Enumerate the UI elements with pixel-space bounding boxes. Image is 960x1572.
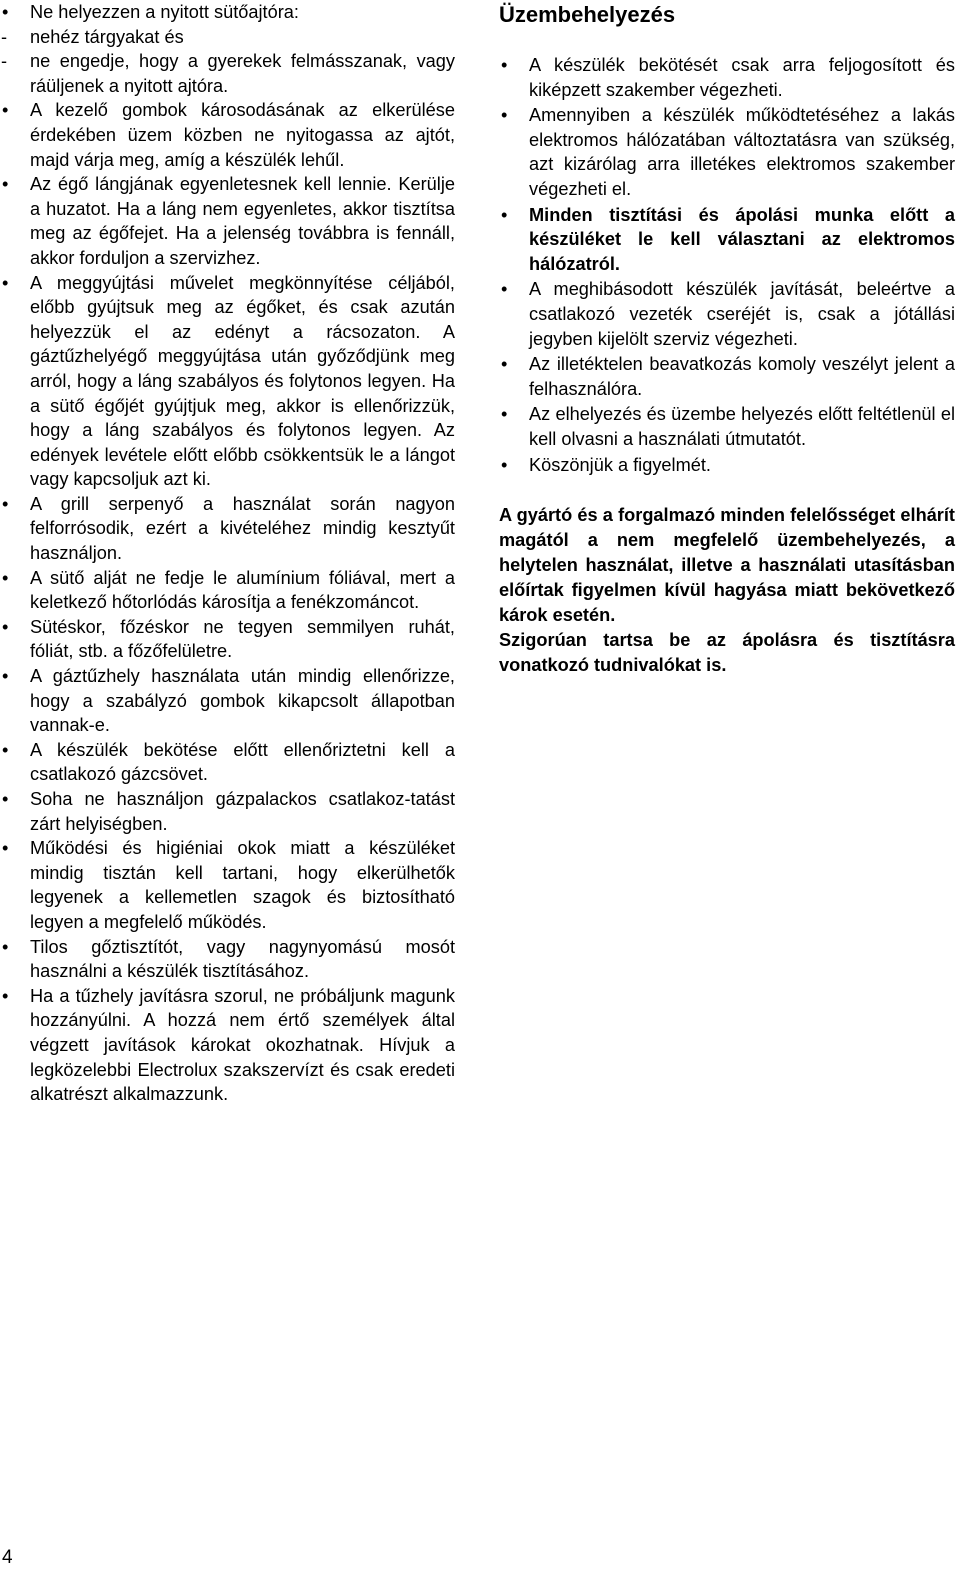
- list-item: • A gáztűzhely használata után mindig ellenőrizze, hogy a szabályzó gombok kikapcsolt állapotban vannak-e.: [0, 664, 455, 738]
- list-item: • A kezelő gombok károsodásának az elkerülése érdekében üzem közben ne nyitogassa az ajtót, majd várja meg, amíg a készülék lehűl.: [0, 98, 455, 172]
- bold-text: Minden tisztítási és ápolási munka előtt a készüléket le kell választani az elektromos hálózatról.: [529, 204, 955, 274]
- list-item: • Működési és higiéniai okok miatt a készüléket mindig tisztán kell tartani, hogy elkerülhetők legyenek a kellemetlen szagok és biztosítható legyen a megfelelő működés.: [0, 836, 455, 934]
- section-heading: Üzembehelyezés: [499, 2, 676, 27]
- list-item: • A grill serpenyő a használat során nagyon felforrósodik, ezért a kivételéhez mindig kesztyűt használjon.: [0, 492, 455, 566]
- list-item: • Ha a tűzhely javításra szorul, ne próbáljunk magunk hozzányúlni. A hozzá nem értő személyek által végzett javítások károkat okozhatnak. Hívjuk a legközelebbi Electrolux szakszervízt és csak eredeti alkatrészt alkalmazzunk.: [0, 984, 455, 1107]
- list-item: • A meggyújtási művelet megkönnyítése céljából, előbb gyújtsuk meg az égőket, és csak azután helyezzük el az edényt a rácsozaton. A gáztűzhelyégő meggyújtása után győződjünk meg arról, hogy a láng szabályos és folytonos legyen. Ha a sütő égőjét gyújtjuk meg, akkor is ellenőrizzük, hogy a láng szabályos és folytonos legyen. Az edények levétele előtt előbb csökkentsük le a lángot vagy kapcsoljuk azt ki.: [0, 271, 455, 492]
- list-item: • Amennyiben a készülék működtetéséhez a lakás elektromos hálózatában változtatásra van szükség, azt kizárólag arra illetékes elektromos szakember végezheti el.: [499, 103, 955, 201]
- list-item: • Köszönjük a figyelmét.: [499, 453, 955, 478]
- list-item: • Sütéskor, főzéskor ne tegyen semmilyen ruhát, fóliát, stb. a főzőfelületre.: [0, 615, 455, 664]
- page-number: 4: [2, 1547, 13, 1568]
- list-item: • Soha ne használjon gázpalackos csatlakoz-tatást zárt helyiségben.: [0, 787, 455, 836]
- right-column: [499, 0, 955, 678]
- care-note: Szigorúan tartsa be az ápolásra és tisztításra vonatkozó tudnivalókat is.: [499, 630, 955, 676]
- list-item: • Tilos gőztisztítót, vagy nagynyomású mosót használni a készülék tisztításához.: [0, 935, 455, 984]
- list-item: • A sütő alját ne fedje le alumínium fóliával, mert a keletkező hőtorlódás károsítja a fenékzománcot.: [0, 566, 455, 615]
- list-item: • A meghibásodott készülék javítását, beleértve a csatlakozó vezeték cseréjét is, csak a jótállási jegyben kijelölt szerviz végezheti.: [499, 277, 955, 351]
- list-item: • Az égő lángjának egyenletesnek kell lennie. Kerülje a huzatot. Ha a láng nem egyenletes, akkor tisztítsa meg az égőfejet. Ha a jelenség továbbra is fennáll, akkor forduljon a szervizhez.: [0, 172, 455, 270]
- liability-warning: A gyártó és a forgalmazó minden felelősséget elhárít magától a nem megfelelő üzembehelyezés, a helytelen használat, illetve a használati utasításban előírtak figyelmen kívül hagyása miatt bekövetkező károk esetén.: [499, 505, 955, 626]
- list-item: - nehéz tárgyakat és: [0, 25, 455, 50]
- list-item: [499, 203, 955, 277]
- list-item: • A készülék bekötését csak arra feljogosított és kiképzett szakember végezheti.: [499, 53, 955, 102]
- installation-list: [499, 53, 955, 477]
- list-item: • A készülék bekötése előtt ellenőriztetni kell a csatlakozó gázcsövet.: [0, 738, 455, 787]
- list-item: • Az elhelyezés és üzembe helyezés előtt feltétlenül el kell olvasni a használati útmutatót.: [499, 402, 955, 451]
- left-column: [0, 0, 455, 1107]
- list-item: • Ne helyezzen a nyitott sütőajtóra:: [0, 0, 455, 25]
- list-item: • Az illetéktelen beavatkozás komoly veszélyt jelent a felhasználóra.: [499, 352, 955, 401]
- safety-list: [0, 0, 455, 1107]
- list-item: - ne engedje, hogy a gyerekek felmásszanak, vagy ráüljenek a nyitott ajtóra.: [0, 49, 455, 98]
